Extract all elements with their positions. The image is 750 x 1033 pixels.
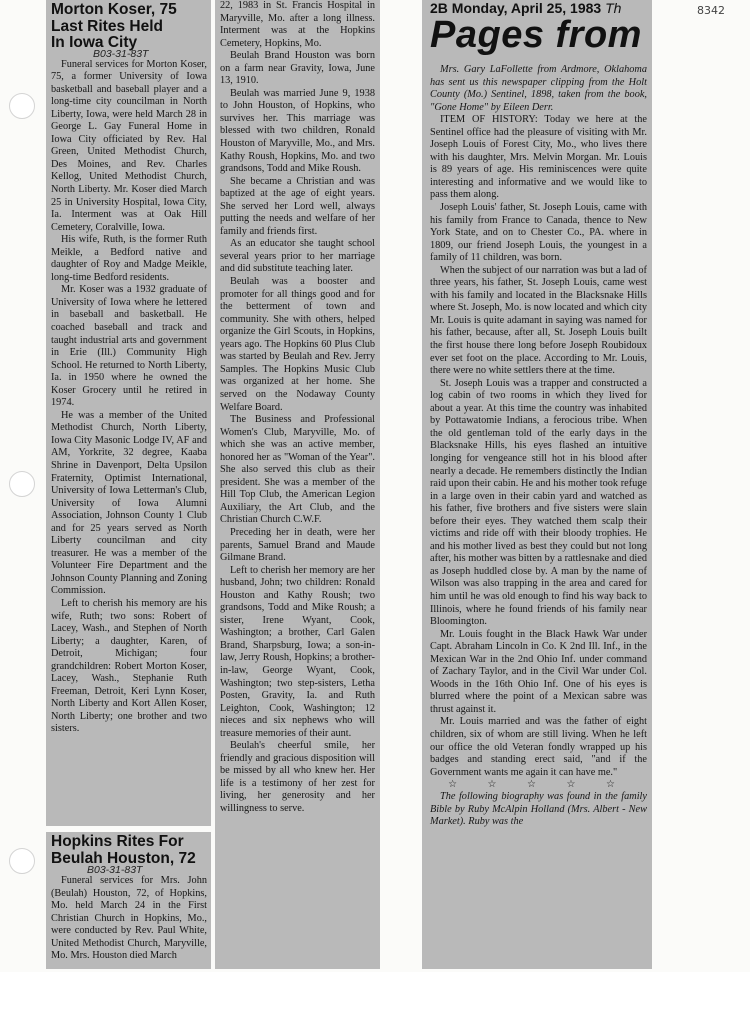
binder-hole-top [9, 93, 35, 119]
binder-hole-middle [9, 471, 35, 497]
pages-paragraph: St. Joseph Louis was a trapper and constructed a log cabin of two rooms in which they lived for about a year. At this time the country was inhabited by Pottawatomie Indians, a ferocious tribe. When the old gentleman told of the early days in the Blacksnake Hills, his eyes flashed an intuitive longing for vengeance still hot in his blood after nearly a decade. He remembers distinctly the Indian raid upon their cabin. He and his mother took refuge in a large oven in their cabin yard and watched as his father, five brothers and five sisters were slain before their eyes. They watched them scalp their victims and ride off with their bloody trophies. He and his mother lived as best they could but not long after, his mother was bitten by a rattlesnake and died as Joseph huddled close by. A man by the name of Wilson was also trapping in the area and cared for him until he was old enough to find his way back to Illinois, where he found friends of his family near Bloomington. [430, 377, 647, 628]
koser-headline-line-1: Morton Koser, 75 [51, 1, 177, 18]
koser-body [51, 59, 207, 737]
binder-hole-bottom [9, 848, 35, 874]
pages-body [430, 64, 647, 829]
houston-paragraph: Preceding her in death, were her parents, Samuel Brand and Maude Gilmane Brand. [220, 526, 375, 564]
houston-paragraph: She became a Christian and was baptized at the age of eight years. She served her Lord well, always putting the needs and welfare of her family and friends first. [220, 175, 375, 237]
houston-obituary-clipping [46, 832, 211, 969]
houston-file-note: B03-31-83T [87, 864, 143, 876]
houston-paragraph: As an educator she taught school several years prior to her marriage and did substitute teaching later. [220, 238, 375, 275]
pages-from-clipping [422, 0, 652, 969]
houston-headline-line-1: Hopkins Rites For [51, 833, 184, 850]
masthead-tail: Th [605, 0, 622, 16]
houston-paragraph: Beulah's cheerful smile, her friendly and gracious disposition will be missed by all who knew her. Her life is a testimony of her zest for living, her generosity and her willingness to serve. [220, 740, 375, 814]
koser-paragraph: He was a member of the United Methodist Church, North Liberty, Iowa City Masonic Lodge IV, AF and AM, Yorkrite, 32 degree, Kaaba Shrine in Davenport, Delta Upsilon Fraternity, Optimist International, University of Iowa Letterman's Club, University of Iowa Alumni Association, Johnson County 1 Club and for 25 years served as North Liberty councilman and city treasurer. He was a member of the Volunteer Fire Department and the Johnson County Planning and Zoning Commission. [51, 409, 207, 597]
houston-paragraph: 22, 1983 in St. Francis Hospital in Maryville, Mo. after a long illness. Interment was at the Hopkins Cemetery, Hopkins, Mo. [220, 0, 375, 49]
houston-paragraph: The Business and Professional Women's Club, Maryville, Mo. of which she was an active member, honored her as "Woman of the Year". She also served this club as their president. She was a member of the Hill Top Club, the American Legion Auxiliary, the Art Club, and the Christian Church C.W.F. [220, 414, 375, 526]
houston-continuation-clipping [215, 0, 380, 969]
koser-headline [51, 2, 207, 52]
houston-body-continued [215, 0, 380, 816]
koser-headline-line-2: Last Rites Held [51, 17, 163, 35]
houston-paragraph: Beulah was a booster and promoter for all things good and for the betterment of town and community. She with others, helped organize the Girl Scouts, in Hopkins, years ago. The Hopkins 60 Plus Club was started by Beulah and Rev. Jerry Samples. The Hopkins Music Club was organized at her home. She served on the Nodaway County Welfare Board. [220, 276, 375, 413]
houston-headline [51, 834, 207, 867]
koser-paragraph: His wife, Ruth, is the former Ruth Meikle, a Bedford native and daughter of Roy and Madge Meikle, long-time Bedford residents. [51, 234, 207, 283]
masthead-date: 2B Monday, April 25, 1983 [430, 0, 602, 16]
pages-paragraph: ITEM OF HISTORY: Today we here at the Sentinel office had the pleasure of visiting with Mr. Joseph Louis of Forest City, Mo., who lives there with his daughter, Mrs. Melvin Morgan. Mr. Louis is 89 years of age. His reminiscences were quite interesting and informative and we would like to pass them along. [430, 114, 647, 201]
koser-headline-line-3: In Iowa City [51, 34, 138, 51]
houston-paragraph: Left to cherish her memory are her husband, John; two children: Ronald Houston and Kathy Roush; two grandsons, Todd and Mike Roush; a sister, Irene Wyant, Cook, Washington; a brother, Carl Galen Brand, Sharpsburg, Iowa; a son-in-law, Jerry Roush, Hopkins; a brother-in-law, George Wyant, Cook, Washington; two step-sisters, Letha Posten, Gravity, Ia. and Ruth Leighton, Cook, Washington; 12 nieces and six nephews who will treasure memories of their aunt. [220, 564, 375, 739]
houston-body-start [51, 875, 207, 963]
column-title: Pages from [430, 14, 642, 56]
pages-intro: Mrs. Gary LaFollette from Ardmore, Oklahoma has sent us this newspaper clipping from the Holt County (Mo.) Sentinel, 1898, taken from the book, "Gone Home" by Eileen Derr. [430, 64, 647, 113]
section-divider-stars: ☆ ☆ ☆ ☆ ☆ [448, 779, 629, 791]
handwritten-page-number: 8342 [697, 4, 725, 17]
koser-paragraph: Left to cherish his memory are his wife, Ruth; two sons: Robert of Lacey, Wash., and Stephen of North Liberty; a daughter, Karen, of Detroit, Michigan; four grandchildren: Robert Morton Koser, Lacey, Wash., Stephanie Ruth Freeman, Detroit, Keri Lynn Koser, North Liberty and Kort Allen Koser, North Liberty; one brother and two sisters. [51, 598, 207, 735]
koser-obituary-clipping [46, 0, 211, 826]
koser-paragraph: Funeral services for Morton Koser, 75, a former University of Iowa basketball and baseball player and a long-time city councilman in North Liberty, Iowa, were held March 28 in George L. Gay Funeral Home in Iowa City officiated by Rev. Hal Green, United Methodist Church, Des Moines, and Rev. Charles Kellog, United Methodist Church, North Liberty. Mr. Koser died March 25 in University Hospital, Iowa City, Ia. Interment was at Oak Hill Cemetery, Coralville, Iowa. [51, 58, 207, 233]
houston-paragraph: Beulah Brand Houston was born on a farm near Gravity, Iowa, June 13, 1910. [220, 50, 375, 87]
pages-paragraph: Joseph Louis' father, St. Joseph Louis, came with his family from France to Canada, thence to New York State, and on to Chester Co., PA. where in 1809, our friend Joseph Louis, the youngest in a family of 11 children, was born. [430, 202, 647, 264]
pages-paragraph: Mr. Louis fought in the Black Hawk War under Capt. Abraham Lincoln in Co. K 2nd Ill. Inf., in the Mexican War in the 2nd Ohio Inf. under command of Zachary Taylor, and in the Civil War under Col. Woods in the 16th Ohio Inf. One of his eyes is blurred where the point of a Mexican sabre was thrust against it. [430, 628, 647, 715]
houston-headline-line-2: Beulah Houston, 72 [51, 849, 196, 867]
pages-paragraph: Mr. Louis married and was the father of eight children, six of whom are still living. When he left our office the old Veteran fondly wrapped up his badges and standing erect said, "and if the Government wants me again it can have me." [430, 716, 647, 778]
koser-paragraph: Mr. Koser was a 1932 graduate of University of Iowa where he lettered in baseball and basketball. He coached baseball and track and taught industrial arts and government in Erie (Ill.) Community High School. He returned to North Liberty, Ia. in 1950 where he owned the Koser Grocery until he retired in 1974. [51, 284, 207, 409]
koser-file-note: B03-31-83T [93, 47, 149, 60]
houston-paragraph: Funeral services for Mrs. John (Beulah) Houston, 72, of Hopkins, Mo. held March 24 in the First Christian Church in Hopkins, Mo., were conducted by Rev. Paul White, United Methodist Church, Maryville, Mo. Mrs. Houston died March [51, 875, 207, 962]
pages-closing: The following biography was found in the family Bible by Ruby McAlpin Holland (Mrs. Albert - New Market). Ruby was the [430, 791, 647, 828]
pages-paragraph: When the subject of our narration was but a lad of three years, his father, St. Joseph Louis, came west with his family and located in the Blacksnake Hills where St. Joseph, Mo. is now located and which city Mr. Louis is quite adamant in saying was named for his father, because, after all, St. Joseph Louis built the first house there long before Joseph Roubidoux ever set foot on the place. According to Mr. Louis, there were no white settlers there at the time. [430, 264, 647, 377]
houston-paragraph: Beulah was married June 9, 1938 to John Houston, of Hopkins, who survives her. This marriage was blessed with two children, Ronald Houston of Maryville, Mo., and Mrs. Kathy Roush, Hopkins, Mo. and two grandsons, Todd and Mike Roush. [220, 87, 375, 175]
